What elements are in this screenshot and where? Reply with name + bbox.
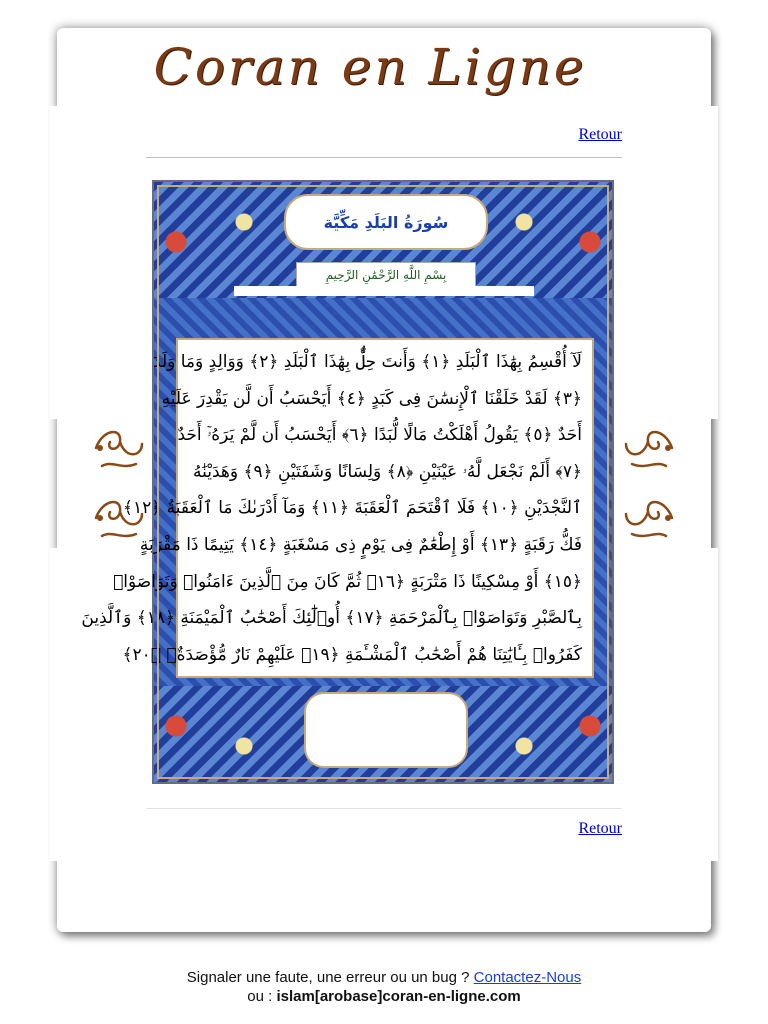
frame-gap-right-lower: [626, 548, 718, 861]
frame-gap-left: [50, 106, 142, 419]
footer-line-1: [0, 968, 768, 987]
contact-email: islam[arobase]coran-en-ligne.com: [276, 988, 521, 1005]
verse-line: ٱلنَّجْدَيْنِ ﴿١٠﴾ فَلَا ٱقْتَحَمَ ٱلْعَقَبَةَ ﴿١١﴾ وَمَآ أَدْرَىٰكَ مَا ٱلْعَقَبَةُ ﴿١٢﴾: [123, 498, 582, 519]
footer: [0, 968, 768, 1006]
contact-link[interactable]: Contactez-Nous: [473, 969, 582, 986]
verse-line: ﴿٧﴾ أَلَمْ نَجْعَل لَّهُۥ عَيْنَيْنِ ﴿٨﴾ وَلِسَانًا وَشَفَتَيْنِ ﴿٩﴾ وَهَدَيْنَٰهُ: [193, 461, 582, 482]
verse-line: بِٱلصَّبْرِ وَتَوَاصَوْا۟ بِٱلْمَرْحَمَةِ ﴿١٧﴾ أُو۟لَٰٓئِكَ أَصْحَٰبُ ٱلْمَيْمَنَةِ ﴿١٨﴾ وَٱلَّذِينَ: [81, 608, 582, 629]
ornament-cartouche-bottom: [304, 692, 468, 768]
retour-link-bottom[interactable]: Retour: [578, 820, 622, 837]
surah-title: سُورَةُ البَلَدِ مَكِّيَّة: [284, 194, 488, 250]
frame-gap-right: [626, 106, 718, 419]
basmala: بِسْمِ اللَّهِ الرَّحْمَٰنِ الرَّحِيمِ: [296, 262, 476, 288]
verse-line: لَآ أُقْسِمُ بِهَٰذَا ٱلْبَلَدِ ﴿١﴾ وَأَنتَ حِلٌّۢ بِهَٰذَا ٱلْبَلَدِ ﴿٢﴾ وَوَالِدٍ وَمَا وَلَدَ: [153, 352, 582, 372]
header-strip: [234, 286, 534, 296]
scroll-ornament-icon: [620, 490, 676, 546]
or-text: ou :: [247, 988, 273, 1005]
footer-line-2: [0, 987, 768, 1006]
site-title-logo: Coran en Ligne: [153, 38, 587, 96]
divider-top: [146, 157, 622, 158]
verses-text-area: [81, 338, 594, 678]
ornament-band-top: [154, 182, 612, 298]
verse-line: ﴿٣﴾ لَقَدْ خَلَقْنَا ٱلْإِنسَٰنَ فِى كَبَدٍ ﴿٤﴾ أَيَحْسَبُ أَن لَّن يَقْدِرَ عَلَيْهِ: [161, 388, 582, 409]
quran-page-image: [81, 180, 614, 784]
divider-bottom: [146, 808, 622, 809]
verse-line: كَفَرُوا۟ بِـَٔايَٰتِنَا هُمْ أَصْحَٰبُ ٱلْمَشْـَٔمَةِ ﴿١٩﴾ عَلَيْهِمْ نَارٌ مُّؤْصَدَةٌۢ ﴿٢٠﴾: [122, 644, 582, 665]
scroll-ornament-icon: [92, 420, 148, 476]
verse-line: فَكُّ رَقَبَةٍ ﴿١٣﴾ أَوْ إِطْعَٰمٌ فِى يَوْمٍ ذِى مَسْغَبَةٍ ﴿١٤﴾ يَتِيمًا ذَا مَقْرَبَةٍ: [139, 534, 582, 555]
scroll-ornament-icon: [620, 420, 676, 476]
verse-line: أَحَدٌ ﴿٥﴾ يَقُولُ أَهْلَكْتُ مَالًا لُّبَدًا ﴿٦﴾ أَيَحْسَبُ أَن لَّمْ يَرَهُۥٓ أَحَدٌ: [177, 425, 582, 446]
verse-line: ﴿١٥﴾ أَوْ مِسْكِينًا ذَا مَتْرَبَةٍ ﴿١٦﴾ ثُمَّ كَانَ مِنَ ٱلَّذِينَ ءَامَنُوا۟ وَتَوَاصَوْا۟: [113, 571, 582, 592]
report-text: Signaler une faute, une erreur ou un bug ?: [186, 969, 470, 986]
retour-link-top[interactable]: Retour: [578, 126, 622, 143]
